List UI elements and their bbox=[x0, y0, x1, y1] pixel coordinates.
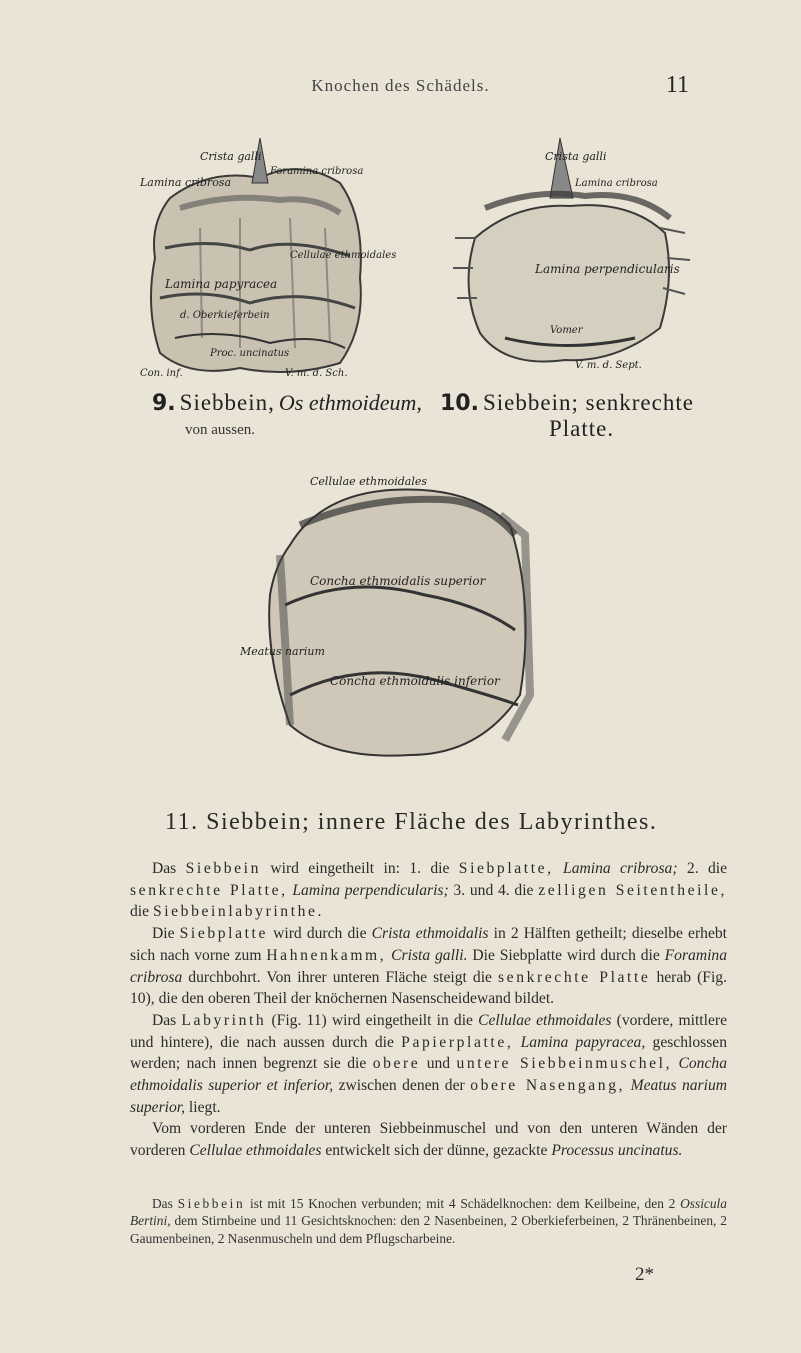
text-body-p1-i: 3. und 4. die bbox=[448, 881, 539, 899]
text-body-p3-p: liegt. bbox=[185, 1098, 221, 1116]
paragraph-3 bbox=[130, 1010, 727, 1119]
text-body-p2-d: Crista ethmoidalis bbox=[371, 925, 489, 943]
text-body-p3-g: Lamina papyracea, bbox=[520, 1033, 646, 1051]
text-body-p3-b: Labyrinth bbox=[181, 1011, 267, 1029]
text-body-p1-d: Siebplatte, bbox=[458, 860, 554, 877]
fig9-label-lamina-papyracea: Lamina papyracea bbox=[165, 277, 278, 291]
text-body-p1-g: senkrechte Platte, bbox=[130, 881, 288, 899]
text-body-p3-e: (vordere, mittlere und hintere), die nach aussen durch die bbox=[130, 1011, 727, 1051]
text-body-p2-g: Crista galli. bbox=[391, 946, 468, 964]
text-body-p3-f: Papierplatte, bbox=[401, 1033, 514, 1051]
text-smallprint-c: ist mit 15 Knochen verbunden; mit 4 Schädelknochen: dem Keilbeine, den 2 bbox=[245, 1196, 681, 1211]
fig9-label-crista-galli: Crista galli bbox=[200, 150, 262, 163]
text-body-p3-h: geschlossen werden; nach innen begrenzt sie die bbox=[130, 1033, 728, 1073]
fig9-caption-number: 9. bbox=[152, 391, 176, 416]
fig9-label-d-oberkieferbein: d. Oberkieferbein bbox=[180, 310, 270, 321]
figure-10-illustration bbox=[445, 138, 695, 378]
figure-10-caption-line2: Platte. bbox=[549, 416, 615, 441]
page-header bbox=[0, 72, 801, 102]
text-body-p2-c: wird durch die bbox=[268, 925, 372, 943]
figure-10-caption bbox=[440, 390, 694, 416]
text-body-p3-c: (Fig. 11) wird eingetheilt in die bbox=[266, 1011, 479, 1029]
text-body-p1-h: Lamina perpendicularis; bbox=[292, 881, 449, 899]
fig10-caption-number: 10. bbox=[440, 391, 479, 416]
text-body-p1-l: Siebbeinlabyrinthe. bbox=[152, 903, 325, 921]
text-body-p2-f: Hahnenkamm, bbox=[266, 946, 387, 964]
fig9-label-cellulae-ethmoidales: Cellulae ethmoidales bbox=[290, 250, 397, 261]
text-body-p2-e: in 2 Hälften getheilt; dieselbe erhebt sich nach vorne zum bbox=[130, 925, 728, 964]
fig10-label-lamina-cribrosa: Lamina cribrosa bbox=[575, 178, 658, 189]
figure-9-caption bbox=[152, 390, 422, 416]
page-number: 11 bbox=[665, 72, 689, 98]
fig9-label-proc-uncinatus: Proc. uncinatus bbox=[210, 348, 290, 359]
text-body-p4-b: Cellulae ethmoidales bbox=[189, 1142, 322, 1160]
fig9-label-lamina-cribrosa: Lamina cribrosa bbox=[140, 176, 232, 189]
text-body-p3-i: obere bbox=[372, 1055, 421, 1073]
paragraph-1 bbox=[130, 858, 727, 923]
fig11-label-concha-inferior: Concha ethmoidalis inferior bbox=[330, 674, 500, 688]
text-body-p2-k: senkrechte Platte bbox=[498, 968, 651, 986]
text-smallprint-e: dem Stirnbeine und 11 Gesichtsknochen: den 2 Nasenbeinen, 2 Oberkieferbeinen, 2 Thränenbeinen, 2 Gaumenbeinen, 2 Nasenmuscheln und dem Pflugscharbeine. bbox=[130, 1213, 727, 1246]
fig10-label-lamina-perpendicularis: Lamina perpendicularis bbox=[535, 262, 680, 276]
fig10-caption-title: Siebbein; senkrechte bbox=[482, 390, 694, 415]
fig10-label-vomer: Vomer bbox=[550, 325, 583, 336]
text-smallprint-a: Das bbox=[152, 1196, 178, 1211]
text-body-p1-f: 2. die bbox=[677, 860, 728, 877]
text-body-p1-b: Siebbein bbox=[185, 860, 261, 877]
text-body-p2-i: Foramina cribrosa bbox=[130, 946, 727, 986]
fig10-label-crista-galli: Crista galli bbox=[545, 150, 607, 163]
figure-9-illustration bbox=[140, 138, 397, 384]
fig11-label-meatus-narium: Meatus narium bbox=[240, 645, 325, 658]
fig9-label-concha-inf: Con. inf. bbox=[140, 368, 183, 379]
signature-mark: 2* bbox=[635, 1264, 654, 1285]
text-body-p2-a: Die bbox=[152, 925, 180, 943]
text-body-p1-k: die bbox=[130, 903, 153, 921]
text-body-p1-j: zelligen Seitentheile, bbox=[538, 881, 728, 899]
text-body-p3-j: und bbox=[420, 1055, 457, 1073]
figure-9-caption-sub: von aussen. bbox=[185, 422, 255, 438]
text-body-p3-o: Meatus narium superior, bbox=[130, 1077, 728, 1116]
text-body-p1-c: wird eingetheilt in: 1. die bbox=[261, 860, 459, 877]
figure-11-title: 11. Siebbein; innere Fläche des Labyrinthes. bbox=[165, 809, 658, 835]
text-body-p1-a: Das bbox=[152, 860, 186, 877]
text-body-p2-b: Siebplatte bbox=[179, 925, 269, 943]
fig9-caption-title: Siebbein, bbox=[179, 390, 275, 415]
text-body-p3-m: zwischen denen der bbox=[333, 1077, 471, 1095]
text-body-p3-n: obere Nasengang, bbox=[470, 1077, 626, 1095]
text-body-p3-d: Cellulae ethmoidales bbox=[478, 1011, 612, 1029]
text-body-p3-k: untere Siebbeinmuschel, bbox=[456, 1055, 673, 1073]
fig9-label-foramina-cribrosa: Foramina cribrosa bbox=[270, 166, 364, 177]
text-body-p1-e: Lamina cribrosa; bbox=[563, 860, 678, 877]
text-body-p2-h: Die Siebplatte wird durch die bbox=[467, 946, 665, 964]
fig11-label-concha-superior: Concha ethmoidalis superior bbox=[310, 574, 486, 588]
fig9-signature: V. m. d. Sch. bbox=[285, 368, 348, 379]
body-text bbox=[130, 858, 727, 1162]
small-print-note bbox=[130, 1195, 727, 1247]
text-body-p2-l: herab (Fig. 10), die den oberen Theil der knöchernen Nasenscheidewand bildet. bbox=[130, 968, 728, 1008]
fig9-caption-latin: Os ethmoideum, bbox=[278, 390, 422, 415]
text-body-p3-a: Das bbox=[152, 1011, 182, 1029]
text-body-p4-c: entwickelt sich der dünne, gezackte bbox=[321, 1142, 552, 1160]
text-body-p4-d: Processus uncinatus. bbox=[551, 1142, 683, 1160]
text-body-p3-l: Concha ethmoidalis superior et inferior, bbox=[130, 1055, 727, 1095]
fig10-signature: V. m. d. Sept. bbox=[575, 360, 642, 371]
paragraph-4 bbox=[130, 1118, 727, 1161]
text-body-p4-a: Vom vorderen Ende der unteren Siebbeinmuschel und von den unteren Wänden der vorderen bbox=[130, 1120, 727, 1160]
paragraph-2 bbox=[130, 923, 727, 1010]
fig11-label-cellulae-ethmoidales: Cellulae ethmoidales bbox=[310, 475, 427, 488]
text-body-p2-j: durchbohrt. Von ihrer unteren Fläche steigt die bbox=[182, 968, 498, 986]
figure-11-illustration bbox=[240, 455, 550, 775]
text-smallprint-b: Siebbein bbox=[177, 1196, 246, 1211]
running-head: Knochen des Schädels. bbox=[311, 76, 490, 95]
text-smallprint-d: Ossicula Bertini, bbox=[130, 1196, 727, 1229]
